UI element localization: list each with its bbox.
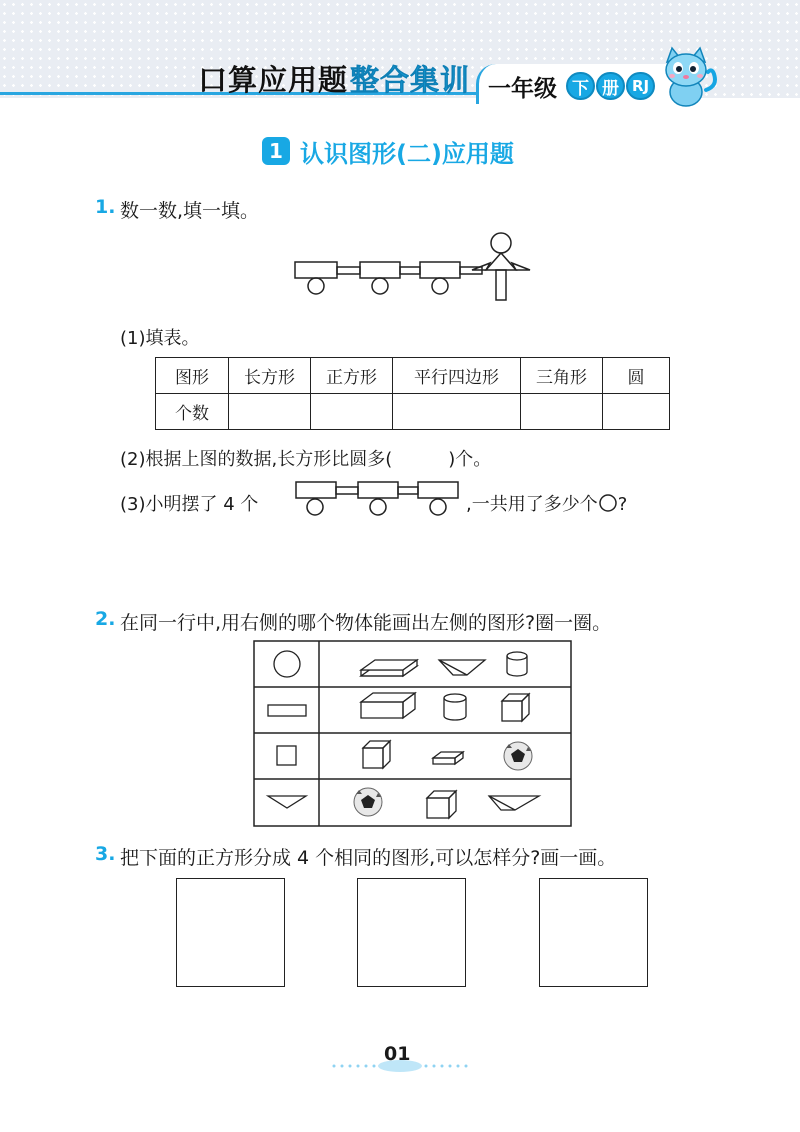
q2-object-grid — [253, 640, 573, 828]
triangular-prism-object[interactable] — [439, 660, 485, 675]
table-row-label: 个数 — [156, 394, 229, 430]
answer-cell-parallelogram[interactable] — [393, 394, 521, 430]
grade-label: 一年级 — [488, 76, 557, 102]
answer-cell-triangle[interactable] — [521, 394, 603, 430]
train-wheel-circle — [308, 278, 324, 294]
soccer-ball-object[interactable] — [504, 742, 532, 770]
table-header-cell: 三角形 — [521, 358, 603, 394]
q3-prompt: 把下面的正方形分成 4 个相同的图形,可以怎样分?画一画。 — [120, 847, 617, 869]
table-header-cell: 长方形 — [229, 358, 311, 394]
drawing-square-3[interactable] — [539, 878, 648, 987]
q1-sub2-text-end: )个。 — [448, 449, 492, 470]
cat-mascot-icon — [658, 46, 718, 110]
q3-number: 3. — [95, 843, 116, 865]
q1-sub3-text — [466, 490, 627, 516]
cube-object[interactable] — [502, 694, 529, 721]
train-car-rect — [295, 262, 337, 278]
train-car-rect — [360, 262, 400, 278]
cuboid-flat-object[interactable] — [361, 660, 417, 676]
train-connector — [337, 267, 360, 274]
page-number: 01 — [384, 1043, 411, 1065]
q1-sub1: (1)填表。 — [120, 328, 200, 349]
soccer-ball-object[interactable] — [354, 788, 382, 816]
cuboid-object[interactable] — [361, 693, 415, 718]
q1-sub3-lead: (3)小明摆了 4 个 — [120, 494, 259, 515]
cube-object[interactable] — [363, 741, 390, 768]
q1-sub3-train-icon — [288, 478, 464, 518]
volume-badge: 下 — [566, 72, 595, 100]
triangular-prism-object[interactable] — [489, 796, 539, 810]
q1-sub3-question-mark: ? — [617, 494, 628, 515]
target-circle — [274, 651, 300, 677]
q1-sub3-question: ,一共用了多少个 — [466, 494, 598, 515]
q1-sub2-text: (2)根据上图的数据,长方形比圆多( — [120, 449, 393, 470]
table-header-cell: 圆 — [603, 358, 670, 394]
q1-sub2 — [120, 445, 491, 471]
train-connector — [400, 267, 420, 274]
train-wheel-circle — [372, 278, 388, 294]
section-title: 认识图形(二)应用题 — [300, 140, 514, 168]
q2-prompt: 在同一行中,用右侧的哪个物体能画出左侧的图形?圈一圈。 — [120, 612, 612, 634]
cylinder-object[interactable] — [507, 652, 527, 676]
table-header-cell: 平行四边形 — [393, 358, 521, 394]
figure-body-triangle — [486, 253, 516, 270]
shape-count-table — [155, 357, 670, 430]
drawing-square-2[interactable] — [357, 878, 466, 987]
figure-head-circle — [491, 233, 511, 253]
target-square — [277, 746, 296, 765]
table-header-row — [156, 358, 670, 394]
q1-prompt: 数一数,填一填。 — [120, 200, 260, 222]
train-wheel-circle — [432, 278, 448, 294]
answer-cell-rectangle[interactable] — [229, 394, 311, 430]
cuboid-small-object[interactable] — [433, 752, 463, 764]
answer-cell-circle[interactable] — [603, 394, 670, 430]
q1-figure-train — [292, 230, 542, 306]
table-count-row — [156, 394, 670, 430]
book-badge: 册 — [596, 72, 625, 100]
book-title — [198, 58, 470, 99]
edition-badge: RJ — [626, 72, 655, 100]
target-rectangle — [268, 705, 306, 716]
figure-right-arm — [512, 263, 530, 270]
book-title-brand: 整合集训 — [350, 63, 471, 97]
table-header-cell: 图形 — [156, 358, 229, 394]
figure-leg-rect — [496, 270, 506, 300]
target-triangle — [268, 796, 306, 808]
q2-number: 2. — [95, 608, 116, 630]
drawing-square-1[interactable] — [176, 878, 285, 987]
book-title-main: 口算应用题 — [198, 63, 349, 97]
cube-object[interactable] — [427, 791, 456, 818]
table-header-cell: 正方形 — [311, 358, 393, 394]
answer-cell-square[interactable] — [311, 394, 393, 430]
train-car-rect — [420, 262, 460, 278]
section-number-badge: 1 — [262, 137, 290, 165]
cylinder-object[interactable] — [444, 694, 466, 720]
q1-number: 1. — [95, 196, 116, 218]
circle-shape-icon — [598, 493, 618, 513]
